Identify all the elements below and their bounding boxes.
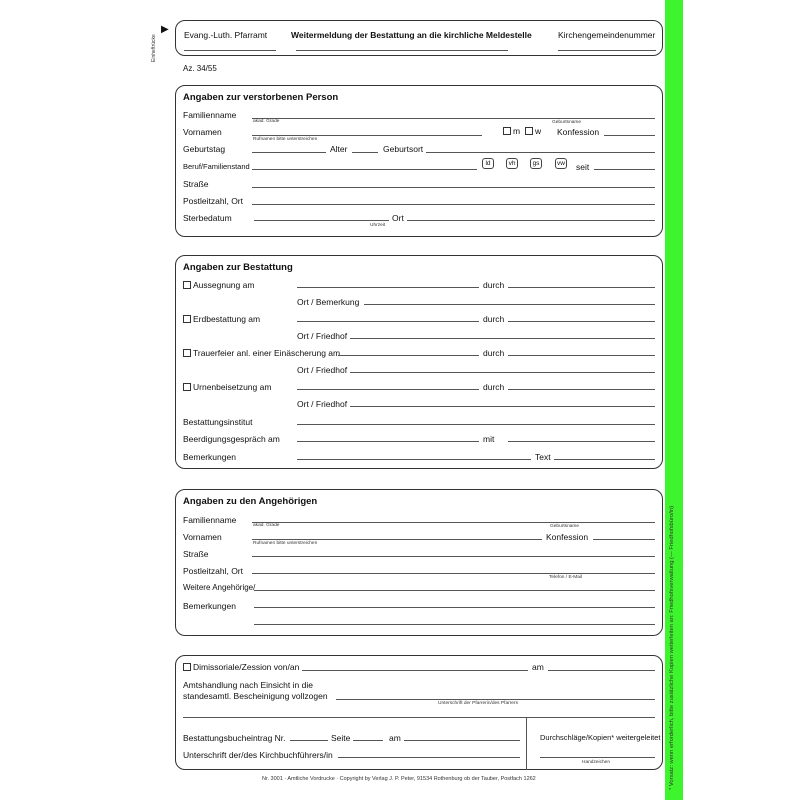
vornamen-field[interactable] — [252, 135, 482, 136]
weitere-field[interactable] — [254, 590, 655, 591]
geburtsort-label: Geburtsort — [383, 144, 424, 154]
parish-office-field[interactable] — [184, 50, 276, 51]
rel-bemerkungen-field-1[interactable] — [254, 607, 655, 608]
erdbestattung-field[interactable] — [297, 321, 479, 322]
rel-akad-grade-note: akad. Grade — [253, 523, 280, 528]
rel-vornamen-field[interactable] — [252, 539, 542, 540]
sex-w-checkbox[interactable]: w — [525, 126, 541, 136]
urnenbeisetzung-field[interactable] — [297, 389, 479, 390]
familienname-field[interactable] — [252, 118, 655, 119]
ort-friedhof-field-2[interactable] — [350, 372, 655, 373]
sterbedatum-field[interactable] — [254, 220, 389, 221]
erdbestattung-durch-field[interactable] — [508, 321, 655, 322]
relatives-heading: Angaben zu den Angehörigen — [183, 496, 318, 507]
erdbestattung-durch-label: durch — [483, 314, 505, 324]
ort-friedhof-label-3: Ort / Friedhof — [297, 399, 348, 409]
relatives-section — [175, 489, 663, 636]
burial-heading: Angaben zur Bestattung — [183, 262, 293, 273]
parish-office-label: Evang.-Luth. Pfarramt — [184, 30, 268, 40]
rel-bemerkungen-label: Bemerkungen — [183, 601, 236, 611]
rufnamen-note: Rufnamen bitte unterstreichen — [253, 137, 318, 142]
trauerfeier-durch-label: durch — [483, 348, 505, 358]
erdbestattung-checkbox[interactable]: Erdbestattung am — [183, 314, 260, 324]
beruf-label: Beruf/Familienstand — [183, 162, 250, 171]
geburtsname-note: Geburtsname — [552, 120, 582, 125]
rel-plz-label: Postleitzahl, Ort — [183, 566, 243, 576]
file-reference: Az. 34/55 — [183, 64, 217, 73]
handzeichen-note: Handzeichen — [582, 760, 611, 765]
status-gs-option[interactable]: gs — [530, 158, 542, 169]
sterbeort-field[interactable] — [407, 220, 655, 221]
status-vh-option[interactable]: vh — [506, 158, 518, 169]
institut-field[interactable] — [297, 424, 655, 425]
rel-geburtsname-note: Geburtsname — [550, 524, 580, 529]
rel-rufnamen-note: Rufnamen bitte unterstreichen — [253, 541, 318, 546]
rel-konfession-field[interactable] — [593, 539, 655, 540]
parish-number-field[interactable] — [558, 50, 656, 51]
dimissoriale-checkbox[interactable]: Dimissoriale/Zession von/an — [183, 662, 299, 672]
section-divider — [183, 717, 655, 718]
burial-bemerkungen-field[interactable] — [297, 459, 531, 460]
rel-konfession-label: Konfession — [546, 532, 589, 542]
dimissoriale-field[interactable] — [302, 670, 528, 671]
geburtstag-field[interactable] — [252, 152, 326, 153]
urnenbeisetzung-checkbox[interactable]: Urnenbeisetzung am — [183, 382, 271, 392]
ort-bemerkung-label: Ort / Bemerkung — [297, 297, 360, 307]
gespraech-mit-field[interactable] — [508, 441, 655, 442]
kirchbuch-signature-field[interactable] — [338, 757, 520, 758]
aussegnung-durch-field[interactable] — [508, 287, 655, 288]
strasse-label: Straße — [183, 179, 209, 189]
beruf-field[interactable] — [252, 169, 477, 170]
form-title: Weitermeldung der Bestattung an die kirchliche Meldestelle — [291, 30, 532, 40]
sex-m-checkbox[interactable]: m — [503, 126, 520, 136]
rel-familienname-field[interactable] — [252, 522, 655, 523]
ort-friedhof-field-3[interactable] — [350, 406, 655, 407]
urnen-durch-label: durch — [483, 382, 505, 392]
seit-field[interactable] — [594, 169, 655, 170]
trauerfeier-checkbox[interactable]: Trauerfeier anl. einer Einäscherung am — [183, 348, 340, 358]
text-field[interactable] — [554, 459, 655, 460]
rel-strasse-field[interactable] — [252, 556, 655, 557]
amtshandlung-line2: standesamtl. Bescheinigung vollzogen — [183, 691, 328, 701]
vornamen-label: Vornamen — [183, 127, 222, 137]
seit-label: seit — [576, 162, 590, 172]
rel-strasse-label: Straße — [183, 549, 209, 559]
telefon-note: Telefon / E-Mail — [549, 575, 583, 580]
alter-label: Alter — [330, 144, 348, 154]
burial-bemerkungen-label: Bemerkungen — [183, 452, 236, 462]
trauerfeier-field[interactable] — [338, 355, 479, 356]
institut-label: Bestattungsinstitut — [183, 417, 253, 427]
rel-bemerkungen-field-2[interactable] — [254, 624, 655, 625]
deceased-person-section — [175, 85, 663, 237]
rel-vornamen-label: Vornamen — [183, 532, 222, 542]
vertical-divider — [526, 717, 527, 770]
footer-copyright: Nr. 3001 · Amtliche Vordrucke · Copyright by Verlag J. P. Peter, 91534 Rothenburg ob der Tauber, Postfach 1262 — [262, 776, 536, 782]
title-underline — [296, 50, 508, 51]
aussegnung-field[interactable] — [297, 287, 479, 288]
dimissoriale-am-field[interactable] — [548, 670, 655, 671]
geburtsort-field[interactable] — [426, 152, 655, 153]
strasse-field[interactable] — [252, 187, 655, 188]
weitere-label: Weitere Angehörige/ — [183, 583, 256, 592]
uhrzeit-note: Uhrzeit — [370, 223, 386, 228]
aussegnung-durch-label: durch — [483, 280, 505, 290]
buchung-am-field[interactable] — [404, 740, 520, 741]
ort-friedhof-label-1: Ort / Friedhof — [297, 331, 348, 341]
seite-label: Seite — [331, 733, 351, 743]
seite-field[interactable] — [353, 740, 383, 741]
sterbeort-label: Ort — [392, 213, 404, 223]
green-strip-note: * Vorsatz: wenn erforderlich, bitte zusätzliche Kopien weiterleiten an: Friedhofsverwaltung (— Friedhofsbüro/in) — [669, 505, 675, 790]
konfession-field[interactable] — [604, 135, 655, 136]
buchung-nr-field[interactable] — [290, 740, 328, 741]
pfarrer-signature-field[interactable] — [336, 699, 655, 700]
ort-friedhof-label-2: Ort / Friedhof — [297, 365, 348, 375]
status-ld-option[interactable]: ld — [482, 158, 494, 169]
aussegnung-checkbox[interactable]: Aussegnung am — [183, 280, 254, 290]
gespraech-field[interactable] — [297, 441, 479, 442]
konfession-label: Konfession — [557, 127, 600, 137]
deceased-heading: Angaben zur verstorbenen Person — [183, 92, 339, 103]
pfarrer-signature-note: Unterschrift der Pfarrerin/des Pfarrers — [438, 701, 518, 706]
urnen-durch-field[interactable] — [508, 389, 655, 390]
text-label: Text — [535, 452, 551, 462]
buchung-am-label: am — [389, 733, 401, 743]
ort-bemerkung-field[interactable] — [364, 304, 655, 305]
parish-number-label: Kirchengemeindenummer — [558, 30, 656, 40]
durchschlaege-label: Durchschläge/Kopien* weitergeleitet — [540, 733, 661, 742]
amtshandlung-line1: Amtshandlung nach Einsicht in die — [183, 680, 313, 690]
kirchbuch-signature-label: Unterschrift der/des Kirchbuchführers/in — [183, 750, 333, 760]
plz-label: Postleitzahl, Ort — [183, 196, 243, 206]
alter-field[interactable] — [352, 152, 378, 153]
rel-plz-field[interactable] — [252, 573, 655, 574]
dimissoriale-am-label: am — [532, 662, 544, 672]
akad-grade-note: akad. Grade — [253, 119, 280, 124]
sterbedatum-label: Sterbedatum — [183, 213, 232, 223]
status-vw-option[interactable]: vw — [555, 158, 567, 169]
arrow-right-icon: ▶ — [161, 24, 169, 35]
gespraech-label: Beerdigungsgespräch am — [183, 434, 280, 444]
gespraech-mit-label: mit — [483, 434, 495, 444]
buchung-label: Bestattungsbucheintrag Nr. — [183, 733, 286, 743]
handzeichen-field[interactable] — [540, 757, 655, 758]
familienname-label: Familienname — [183, 110, 237, 120]
geburtstag-label: Geburtstag — [183, 144, 226, 154]
binding-edge-label: Einheftrücke — [151, 34, 157, 62]
rel-familienname-label: Familienname — [183, 515, 237, 525]
ort-friedhof-field-1[interactable] — [350, 338, 655, 339]
plz-field[interactable] — [252, 204, 655, 205]
trauerfeier-durch-field[interactable] — [508, 355, 655, 356]
